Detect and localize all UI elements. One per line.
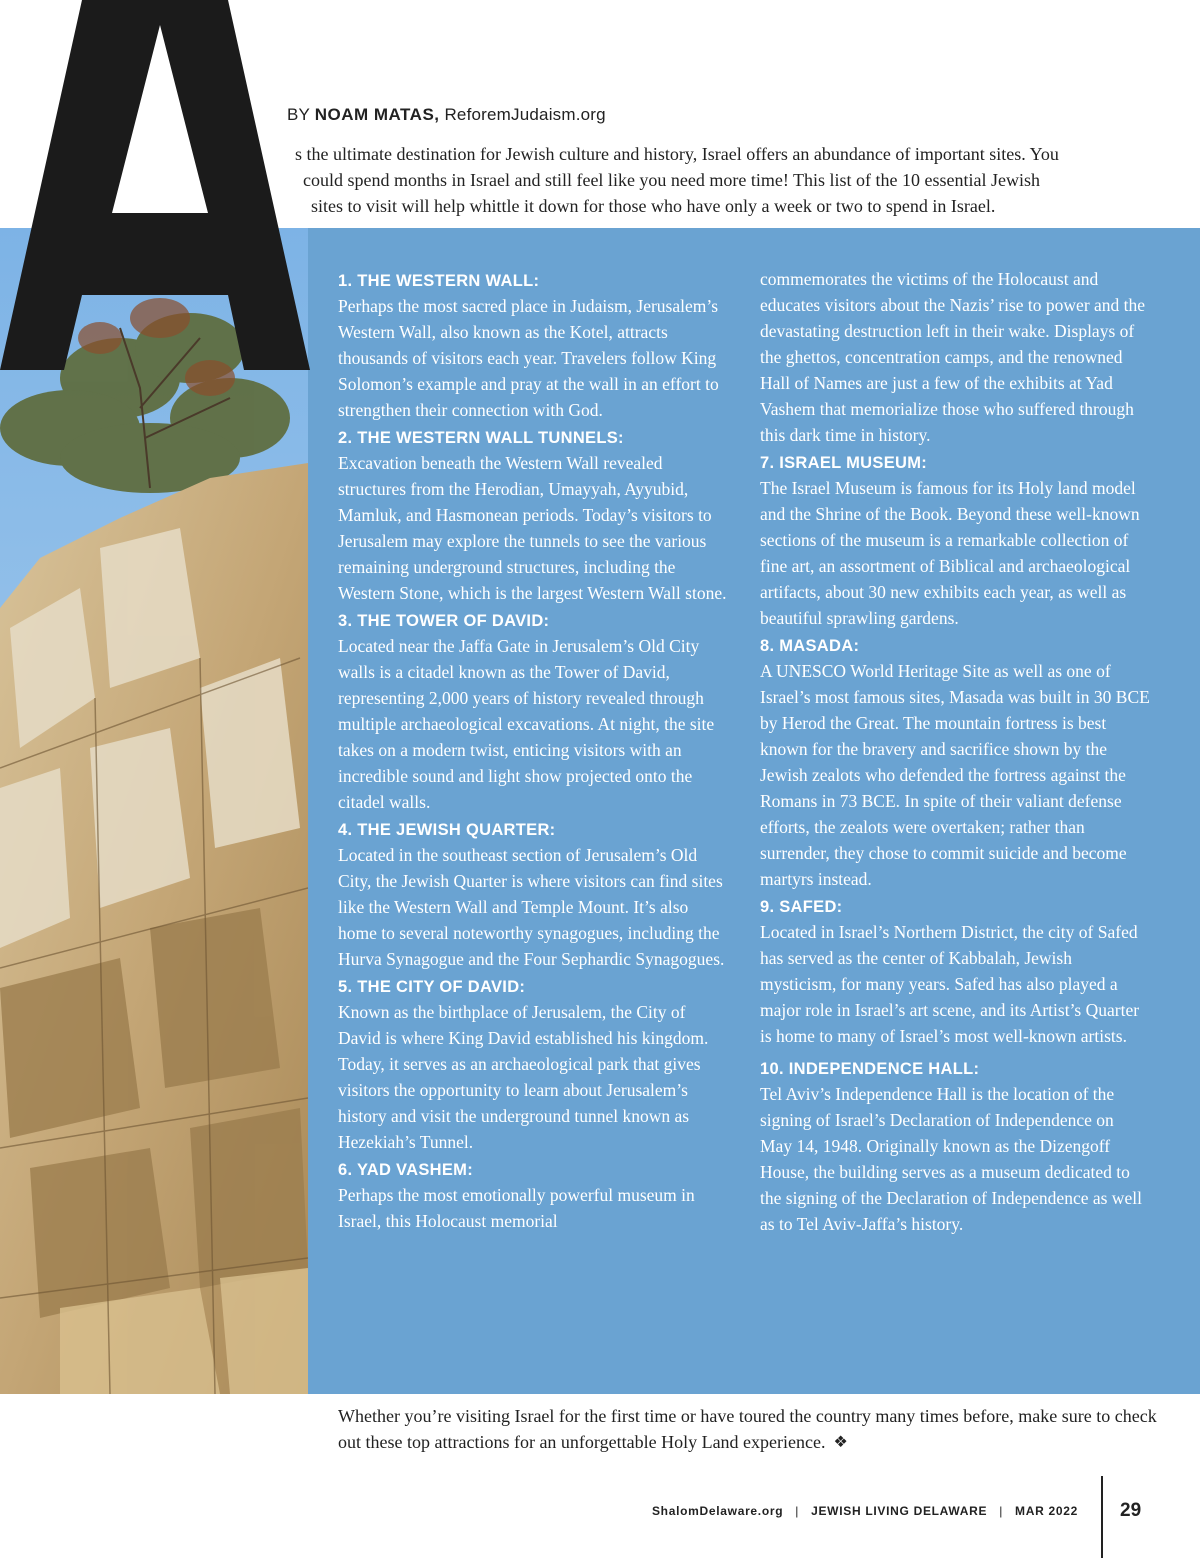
byline-author: NOAM MATAS, [314,105,440,124]
stone-wall-photo [0,228,308,1394]
site-description: Known as the birthplace of Jerusalem, the City of David is where King David established his kingdom. Today, it serves as an archaeological park that gives visitors the opportunity to learn about Jerusalem’s history and visit the underground tunnel known as Hezekiah’s Tunnel. [338,1002,709,1152]
site-heading: 10. INDEPENDENCE HALL: [760,1060,980,1078]
site-entry [760,895,1150,1049]
byline [287,105,606,125]
site-entry [338,426,728,606]
site-heading: 9. SAFED: [760,898,843,916]
site-entry [338,1158,728,1234]
site-heading: 3. THE TOWER OF DAVID: [338,612,550,630]
site-entry [338,269,728,423]
byline-prefix: BY [287,105,315,124]
intro-line: s the ultimate destination for Jewish culture and history, Israel offers an abundance of important sites. You [295,144,1059,164]
site-heading: 8. MASADA: [760,637,860,655]
footer-publication: JEWISH LIVING DELAWARE [811,1504,988,1518]
site-entry [760,451,1150,631]
page-footer [652,1504,1078,1518]
site-description: Excavation beneath the Western Wall revealed structures from the Herodian, Umayyah, Ayyubid, Mamluk, and Hasmonean periods. Today’s visitors to Jerusalem may explore the tunnels to see the various remaining underground structures, including the Western Stone, which is the largest Western Wall stone. [338,453,727,603]
site-entry-continued [760,266,1150,448]
site-description: Located in Israel’s Northern District, the city of Safed has served as the center of Kabbalah, Jewish mysticism, for many years. Safed has also played a major role in Israel’s art scene, and its Artist’s Quarter is home to many of Israel’s most well-known artists. [760,922,1140,1046]
diamond-dingbat-icon: ❖ [833,1434,848,1451]
footer-separator: | [795,1504,800,1518]
site-heading: 1. THE WESTERN WALL: [338,272,540,290]
article-column-right [760,266,1150,1237]
site-description: Perhaps the most sacred place in Judaism, Jerusalem’s Western Wall, also known as the Kotel, attracts thousands of visitors each year. Travelers follow King Solomon’s example and pray at the wall in an effort to strengthen their connection with God. [338,296,719,420]
closing-paragraph [338,1403,1158,1456]
site-description: commemorates the victims of the Holocaust and educates visitors about the Nazis’ rise to power and the devastating destruction left in their wake. Displays of the ghettos, concentration camps, and the renowned Hall of Names are just a few of the exhibits at Yad Vashem that memorialize those who suffered through this dark time in history. [760,269,1146,445]
site-entry [338,609,728,815]
footer-divider [1101,1476,1103,1558]
site-description: Tel Aviv’s Independence Hall is the location of the signing of Israel’s Declaration of Independence on May 14, 1948. Originally known as the Dizengoff House, the building serves as a museum dedicated to the signing of the Declaration of Independence as well as to Tel Aviv-Jaffa’s history. [760,1084,1142,1234]
site-entry [760,1057,1150,1237]
site-description: Perhaps the most emotionally powerful museum in Israel, this Holocaust memorial [338,1185,695,1231]
article-column-left [338,266,728,1234]
site-entry [338,818,728,972]
site-entry [760,634,1150,892]
footer-date: MAR 2022 [1015,1504,1078,1518]
intro-line: sites to visit will help whittle it down for those who have only a week or two to spend in Israel. [311,196,996,216]
footer-separator: | [999,1504,1004,1518]
site-heading: 2. THE WESTERN WALL TUNNELS: [338,429,624,447]
site-heading: 5. THE CITY OF DAVID: [338,978,526,996]
intro-line: could spend months in Israel and still feel like you need more time! This list of the 10 essential Jewish [303,170,1041,190]
footer-site: ShalomDelaware.org [651,1504,784,1518]
site-heading: 7. ISRAEL MUSEUM: [760,454,928,472]
site-description: Located near the Jaffa Gate in Jerusalem’s Old City walls is a citadel known as the Tower of David, representing 2,000 years of history revealed through multiple archaeological excavations. At night, the site takes on a modern twist, enticing visitors with an incredible sound and light show projected onto the citadel walls. [338,636,715,812]
dropcap-letter [0,0,310,370]
site-description: A UNESCO World Heritage Site as well as one of Israel’s most famous sites, Masada was built in 30 BCE by Herod the Great. The mountain fortress is best known for the bravery and sacrifice shown by the Jewish zealots who defended the fortress against the Romans in 73 BCE. In spite of their valiant defense efforts, the zealots were overtaken; rather than surrender, they chose to commit suicide and become martyrs instead. [760,661,1150,889]
closing-text: Whether you’re visiting Israel for the first time or have toured the country many times before, make sure to check out these top attractions for an unforgettable Holy Land experience. [338,1406,1157,1452]
site-heading: 4. THE JEWISH QUARTER: [338,821,556,839]
site-entry [338,975,728,1155]
site-description: Located in the southeast section of Jerusalem’s Old City, the Jewish Quarter is where visitors can find sites like the Western Wall and Temple Mount. It’s also home to several noteworthy synagogues, including the Hurva Synagogue and the Four Sephardic Synagogues. [338,845,725,969]
site-heading: 6. YAD VASHEM: [338,1161,474,1179]
page-number: 29 [1120,1500,1142,1521]
byline-source: ReforemJudaism.org [439,105,606,124]
site-description: The Israel Museum is famous for its Holy land model and the Shrine of the Book. Beyond these well-known sections of the museum is a remarkable collection of fine art, an assortment of Biblical and archaeological artifacts, about 30 new exhibits each year, as well as beautiful sprawling gardens. [760,478,1140,628]
